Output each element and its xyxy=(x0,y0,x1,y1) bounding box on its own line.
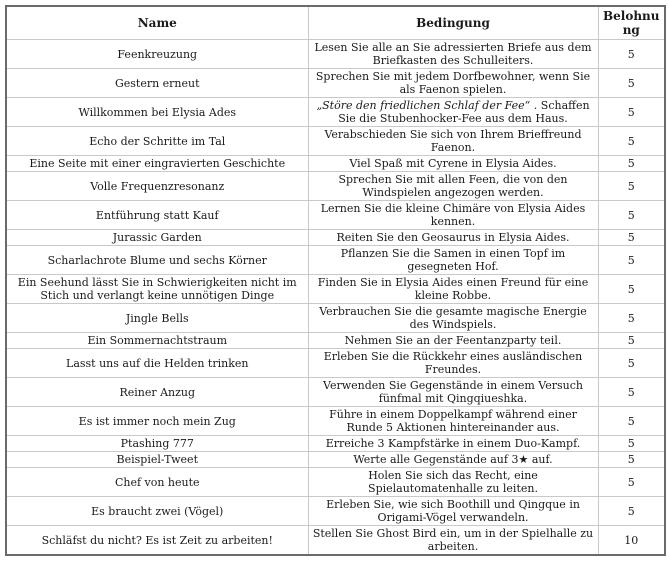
quest-reward-cell: 5 xyxy=(598,98,665,127)
table-row xyxy=(6,407,665,436)
table-row xyxy=(6,201,665,230)
quest-reward-cell: 5 xyxy=(598,349,665,378)
table-row xyxy=(6,436,665,452)
quest-name-cell: Willkommen bei Elysia Ades xyxy=(6,98,308,127)
quest-condition-cell: Sprechen Sie mit jedem Dorfbewohner, wenn Sie als Faenon spielen. xyxy=(308,69,598,98)
quest-reward-cell: 5 xyxy=(598,275,665,304)
quest-condition-cell xyxy=(308,98,598,127)
quest-condition-cell: Finden Sie in Elysia Aides einen Freund für eine kleine Robbe. xyxy=(308,275,598,304)
quest-name-cell: Scharlachrote Blume und sechs Körner xyxy=(6,246,308,275)
quest-name-cell: Ein Seehund lässt Sie in Schwierigkeiten nicht im Stich und verlangt keine unnötigen Dinge xyxy=(6,275,308,304)
quest-condition-cell: Führe in einem Doppelkampf während einer Runde 5 Aktionen hintereinander aus. xyxy=(308,407,598,436)
quest-reward-cell: 5 xyxy=(598,156,665,172)
quest-reward-cell: 5 xyxy=(598,436,665,452)
quest-condition-cell: Lernen Sie die kleine Chimäre von Elysia Aides kennen. xyxy=(308,201,598,230)
quest-name-cell: Reiner Anzug xyxy=(6,378,308,407)
quest-condition-cell: Holen Sie sich das Recht, eine Spielautomatenhalle zu leiten. xyxy=(308,468,598,497)
table-row xyxy=(6,127,665,156)
quest-reward-cell: 5 xyxy=(598,333,665,349)
table-row xyxy=(6,452,665,468)
quest-reward-cell: 5 xyxy=(598,230,665,246)
column-header-name: Name xyxy=(6,6,308,40)
quest-name-cell: Beispiel-Tweet xyxy=(6,452,308,468)
quest-name-cell: Ein Sommernachtstraum xyxy=(6,333,308,349)
quest-reward-cell: 5 xyxy=(598,246,665,275)
table-body xyxy=(6,40,665,556)
table-row xyxy=(6,333,665,349)
quest-condition-cell: Verabschieden Sie sich von Ihrem Brieffreund Faenon. xyxy=(308,127,598,156)
table-row xyxy=(6,40,665,69)
quest-reward-cell: 5 xyxy=(598,407,665,436)
quest-reward-cell: 5 xyxy=(598,40,665,69)
condition-text: . Schaffen Sie die Stubenhocker-Fee aus dem Haus. xyxy=(338,99,590,125)
table-row xyxy=(6,98,665,127)
quest-name-cell: Schläfst du nicht? Es ist Zeit zu arbeiten! xyxy=(6,526,308,556)
quest-name-cell: Volle Frequenzresonanz xyxy=(6,172,308,201)
table-row xyxy=(6,275,665,304)
quest-condition-cell: Lesen Sie alle an Sie adressierten Briefe aus dem Briefkasten des Schulleiters. xyxy=(308,40,598,69)
quest-reward-cell: 5 xyxy=(598,304,665,333)
table-row xyxy=(6,230,665,246)
quest-name-cell: Jingle Bells xyxy=(6,304,308,333)
quest-table xyxy=(5,5,666,556)
quest-condition-cell: Reiten Sie den Geosaurus in Elysia Aides. xyxy=(308,230,598,246)
quest-reward-cell: 5 xyxy=(598,452,665,468)
table-row xyxy=(6,156,665,172)
quest-name-cell: Feenkreuzung xyxy=(6,40,308,69)
quest-name-cell: Echo der Schritte im Tal xyxy=(6,127,308,156)
quest-name-cell: Es braucht zwei (Vögel) xyxy=(6,497,308,526)
quest-name-cell: Jurassic Garden xyxy=(6,230,308,246)
quest-condition-cell: Erreiche 3 Kampfstärke in einem Duo-Kampf. xyxy=(308,436,598,452)
quest-condition-cell: Nehmen Sie an der Feentanzparty teil. xyxy=(308,333,598,349)
quest-name-cell: Eine Seite mit einer eingravierten Geschichte xyxy=(6,156,308,172)
quest-name-cell: Entführung statt Kauf xyxy=(6,201,308,230)
table-row xyxy=(6,69,665,98)
quest-condition-cell: Erleben Sie die Rückkehr eines ausländischen Freundes. xyxy=(308,349,598,378)
quest-condition-cell: Pflanzen Sie die Samen in einen Topf im gesegneten Hof. xyxy=(308,246,598,275)
quest-condition-cell: Sprechen Sie mit allen Feen, die von den Windspielen angezogen werden. xyxy=(308,172,598,201)
quest-name-cell: Lasst uns auf die Helden trinken xyxy=(6,349,308,378)
quest-condition-cell: Werte alle Gegenstände auf 3★ auf. xyxy=(308,452,598,468)
quest-name-cell: Gestern erneut xyxy=(6,69,308,98)
quest-condition-cell: Erleben Sie, wie sich Boothill und Qingque in Origami-Vögel verwandeln. xyxy=(308,497,598,526)
table-row xyxy=(6,246,665,275)
table-row xyxy=(6,304,665,333)
quest-reward-cell: 5 xyxy=(598,127,665,156)
quoted-text: „Störe den friedlichen Schlaf der Fee“ xyxy=(316,99,531,112)
quest-reward-cell: 5 xyxy=(598,201,665,230)
column-header-bedingung: Bedingung xyxy=(308,6,598,40)
quest-name-cell: Chef von heute xyxy=(6,468,308,497)
quest-reward-cell: 5 xyxy=(598,69,665,98)
table-row xyxy=(6,378,665,407)
header-row xyxy=(6,6,665,40)
quest-condition-cell: Viel Spaß mit Cyrene in Elysia Aides. xyxy=(308,156,598,172)
quest-reward-cell: 5 xyxy=(598,172,665,201)
quest-condition-cell: Verwenden Sie Gegenstände in einem Versuch fünfmal mit Qingqiueshka. xyxy=(308,378,598,407)
column-header-belohnung: Belohnung xyxy=(598,6,665,40)
table-row xyxy=(6,497,665,526)
quest-condition-cell: Stellen Sie Ghost Bird ein, um in der Spielhalle zu arbeiten. xyxy=(308,526,598,556)
table-row xyxy=(6,468,665,497)
quest-condition-cell: Verbrauchen Sie die gesamte magische Energie des Windspiels. xyxy=(308,304,598,333)
quest-reward-cell: 5 xyxy=(598,378,665,407)
quest-reward-cell: 5 xyxy=(598,468,665,497)
table-row xyxy=(6,172,665,201)
table-row xyxy=(6,526,665,556)
quest-name-cell: Ptashing 777 xyxy=(6,436,308,452)
quest-reward-cell: 5 xyxy=(598,497,665,526)
table-row xyxy=(6,349,665,378)
quest-name-cell: Es ist immer noch mein Zug xyxy=(6,407,308,436)
quest-reward-cell: 10 xyxy=(598,526,665,556)
